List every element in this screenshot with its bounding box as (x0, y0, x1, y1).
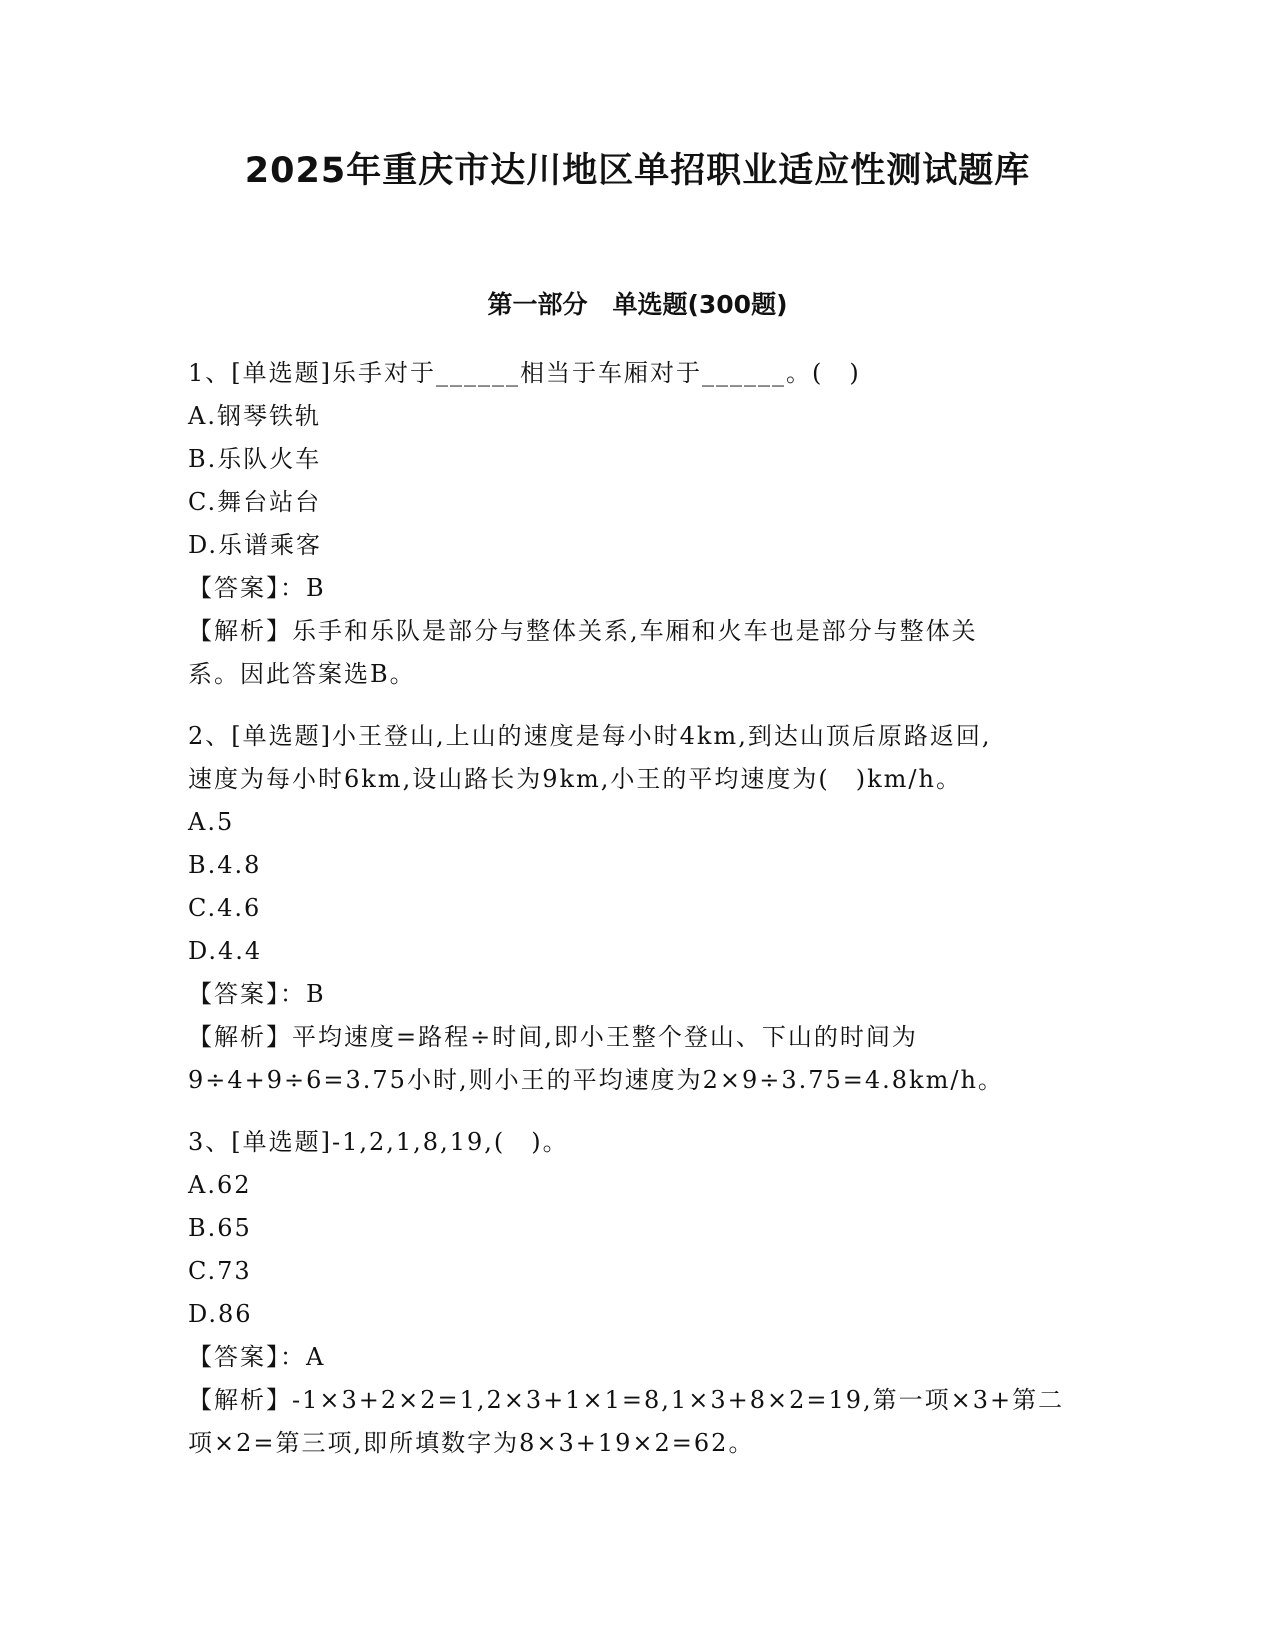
question-3 (188, 1121, 1088, 1465)
answer-line: 【答案】：B (188, 980, 326, 1008)
option-b: B.65 (188, 1214, 252, 1242)
option-a: A.62 (188, 1171, 252, 1199)
option-c: C.舞台站台 (188, 488, 322, 516)
analysis-line: 【解析】平均速度=路程÷时间,即小王整个登山、下山的时间为 (188, 1023, 918, 1051)
question-1 (188, 352, 1088, 696)
question-stem: 2、[单选题]小王登山,上山的速度是每小时4km,到达山顶后原路返回, (188, 722, 992, 750)
analysis-line: 9÷4+9÷6=3.75小时,则小王的平均速度为2×9÷3.75=4.8km/h。 (188, 1066, 1004, 1094)
option-c: C.4.6 (188, 894, 262, 922)
analysis-line: 项×2=第三项,即所填数字为8×3+19×2=62。 (188, 1429, 755, 1457)
section-heading: 第一部分 单选题(300题) (487, 290, 788, 319)
option-b: B.乐队火车 (188, 445, 322, 473)
question-list (188, 352, 1088, 1484)
option-d: D.乐谱乘客 (188, 531, 323, 559)
option-d: D.86 (188, 1300, 253, 1328)
analysis-line: 【解析】-1×3+2×2=1,2×3+1×1=8,1×3+8×2=19,第一项×3+第二 (188, 1386, 1065, 1414)
option-a: A.5 (188, 808, 235, 836)
document-title: 2025年重庆市达川地区单招职业适应性测试题库 (244, 151, 1031, 191)
analysis-line: 系。因此答案选B。 (188, 660, 416, 688)
option-d: D.4.4 (188, 937, 263, 965)
option-a: A.钢琴铁轨 (188, 402, 321, 430)
option-c: C.73 (188, 1257, 252, 1285)
question-stem: 1、[单选题]乐手对于______相当于车厢对于______。( ) (188, 359, 861, 387)
answer-line: 【答案】：A (188, 1343, 326, 1371)
answer-line: 【答案】：B (188, 574, 326, 602)
option-b: B.4.8 (188, 851, 262, 879)
analysis-line: 【解析】乐手和乐队是部分与整体关系,车厢和火车也是部分与整体关 (188, 617, 978, 645)
question-2 (188, 715, 1088, 1102)
question-stem: 3、[单选题]-1,2,1,8,19,( )。 (188, 1128, 569, 1156)
question-stem: 速度为每小时6km,设山路长为9km,小王的平均速度为( )km/h。 (188, 765, 962, 793)
